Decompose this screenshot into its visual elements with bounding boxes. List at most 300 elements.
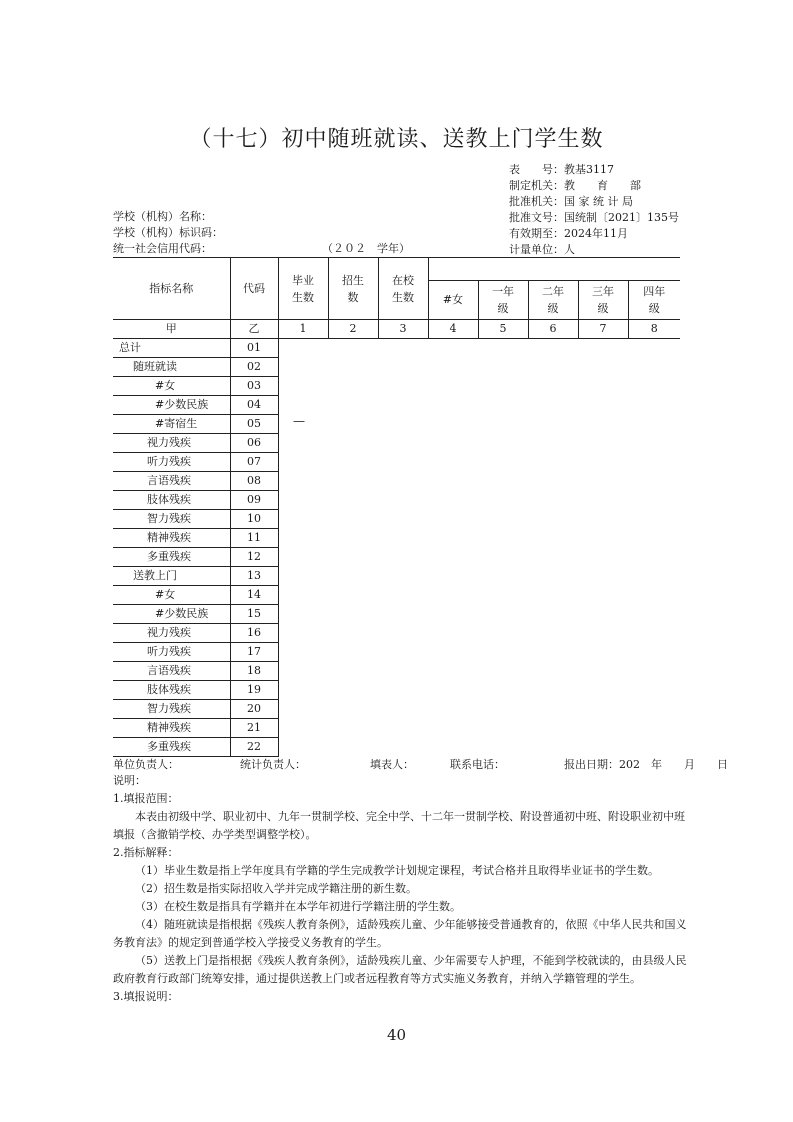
- data-cell[interactable]: [328, 738, 378, 757]
- data-cell[interactable]: [428, 339, 478, 358]
- meta-label: 计量单位：: [509, 243, 564, 256]
- data-cell[interactable]: [528, 605, 578, 624]
- data-cell[interactable]: [278, 434, 328, 453]
- data-cell[interactable]: [578, 358, 628, 377]
- row-code: 19: [230, 681, 278, 700]
- data-cell[interactable]: [578, 586, 628, 605]
- row-indicator-name: 总计: [113, 339, 230, 358]
- data-cell[interactable]: [278, 643, 328, 662]
- instruction-paragraph: （2）招生数是指实际招收入学并完成学籍注册的新生数。: [135, 882, 417, 895]
- row-indicator-name: #少数民族: [113, 605, 230, 624]
- school-year-label: （２０２ 学年）: [322, 242, 410, 255]
- row-indicator-name: #女: [113, 586, 230, 605]
- data-cell[interactable]: [478, 586, 528, 605]
- row-indicator-name: 智力残疾: [113, 510, 230, 529]
- data-cell[interactable]: [278, 681, 328, 700]
- data-cell[interactable]: [628, 719, 680, 738]
- data-cell[interactable]: [378, 377, 428, 396]
- data-cell[interactable]: [628, 377, 680, 396]
- data-cell[interactable]: [328, 719, 378, 738]
- data-cell[interactable]: [478, 719, 528, 738]
- data-cell[interactable]: [628, 738, 680, 757]
- data-cell[interactable]: [428, 605, 478, 624]
- data-cell[interactable]: [378, 719, 428, 738]
- data-cell[interactable]: [428, 396, 478, 415]
- meta-label: 批准机关：: [509, 195, 564, 208]
- data-cell[interactable]: [528, 548, 578, 567]
- student-count-table: [113, 258, 680, 757]
- index-cell: 8: [628, 320, 680, 339]
- data-cell[interactable]: [628, 643, 680, 662]
- data-cell[interactable]: [528, 681, 578, 700]
- row-code: 03: [230, 377, 278, 396]
- instruction-paragraph: （5）送教上门是指根据《残疾人教育条例》，适龄残疾儿童、少年需要专人护理，不能到学校就读的，由县级人民政府教育行政部门统筹安排，通过提供送教上门或者远程教育等方式实施义务教育，并纳入学籍管理的学生。: [113, 954, 687, 985]
- data-cell[interactable]: [478, 396, 528, 415]
- table-row: [113, 396, 680, 415]
- data-cell[interactable]: [278, 605, 328, 624]
- data-cell[interactable]: [478, 510, 528, 529]
- data-cell[interactable]: [428, 662, 478, 681]
- data-cell[interactable]: [478, 453, 528, 472]
- meta-label: 有效期至：: [509, 227, 564, 240]
- header-indicator-name: 指标名称: [113, 258, 230, 320]
- data-cell[interactable]: [578, 681, 628, 700]
- data-cell[interactable]: [328, 586, 378, 605]
- table-row: [113, 624, 680, 643]
- data-cell[interactable]: [578, 700, 628, 719]
- data-cell[interactable]: [428, 472, 478, 491]
- data-cell[interactable]: [628, 415, 680, 434]
- data-cell[interactable]: [278, 396, 328, 415]
- data-cell[interactable]: [628, 453, 680, 472]
- index-cell: 1: [278, 320, 328, 339]
- row-indicator-name: 肢体残疾: [113, 681, 230, 700]
- row-code: 04: [230, 396, 278, 415]
- data-cell[interactable]: [378, 453, 428, 472]
- row-indicator-name: 随班就读: [113, 358, 230, 377]
- footer-report-date: 报出日期：202 年 月 日: [564, 758, 728, 771]
- table-row: [113, 472, 680, 491]
- data-cell[interactable]: [428, 415, 478, 434]
- data-cell[interactable]: [628, 529, 680, 548]
- table-row: [113, 548, 680, 567]
- data-cell[interactable]: [278, 567, 328, 586]
- row-code: 21: [230, 719, 278, 738]
- page-number: 40: [386, 1026, 407, 1044]
- data-cell[interactable]: [378, 681, 428, 700]
- data-cell[interactable]: [578, 415, 628, 434]
- table-row: [113, 700, 680, 719]
- data-cell[interactable]: [378, 586, 428, 605]
- row-indicator-name: 多重残疾: [113, 548, 230, 567]
- row-indicator-name: 言语残疾: [113, 472, 230, 491]
- table-row: [113, 415, 680, 434]
- row-indicator-name: 视力残疾: [113, 434, 230, 453]
- instruction-paragraph: （1）毕业生数是指上学年度具有学籍的学生完成教学计划规定课程，考试合格并且取得毕业证书的学生数。: [135, 864, 659, 877]
- header-grade-3: 三年 级: [578, 281, 628, 320]
- data-cell[interactable]: [528, 662, 578, 681]
- row-code: 02: [230, 358, 278, 377]
- index-cell: 甲: [113, 320, 230, 339]
- data-cell[interactable]: [528, 719, 578, 738]
- table-row: [113, 643, 680, 662]
- data-cell[interactable]: [278, 491, 328, 510]
- data-cell[interactable]: [328, 624, 378, 643]
- meta-line: [509, 162, 614, 178]
- row-code: 07: [230, 453, 278, 472]
- header-grade-2: 二年 级: [528, 281, 578, 320]
- data-cell[interactable]: [578, 605, 628, 624]
- data-cell[interactable]: [428, 434, 478, 453]
- row-indicator-name: 肢体残疾: [113, 491, 230, 510]
- data-cell[interactable]: [328, 529, 378, 548]
- data-cell[interactable]: [478, 358, 528, 377]
- data-cell[interactable]: [628, 700, 680, 719]
- data-cell[interactable]: [328, 453, 378, 472]
- data-cell[interactable]: [528, 529, 578, 548]
- index-cell: 3: [378, 320, 428, 339]
- data-cell[interactable]: [628, 396, 680, 415]
- data-cell[interactable]: [428, 624, 478, 643]
- data-cell[interactable]: [328, 510, 378, 529]
- data-cell[interactable]: [578, 491, 628, 510]
- row-code: 13: [230, 567, 278, 586]
- instruction-paragraph: 本表由初级中学、职业初中、九年一贯制学校、完全中学、十二年一贯制学校、附设普通初中班、附设职业初中班填报（含撤销学校、办学类型调整学校）。: [113, 810, 685, 841]
- data-cell[interactable]: [428, 453, 478, 472]
- table-row: [113, 491, 680, 510]
- data-cell[interactable]: [528, 643, 578, 662]
- header-grade-1: 一年 级: [478, 281, 528, 320]
- data-cell[interactable]: [278, 529, 328, 548]
- row-indicator-name: 智力残疾: [113, 700, 230, 719]
- data-cell[interactable]: [378, 396, 428, 415]
- index-cell: 2: [328, 320, 378, 339]
- row-code: 20: [230, 700, 278, 719]
- row-indicator-name: 精神残疾: [113, 719, 230, 738]
- row-code: 01: [230, 339, 278, 358]
- footer-unit-head: 单位负责人：: [113, 758, 179, 771]
- data-cell[interactable]: [278, 453, 328, 472]
- row-code: 15: [230, 605, 278, 624]
- data-cell[interactable]: [278, 510, 328, 529]
- page-title: （十七）初中随班就读、送教上门学生数: [189, 127, 604, 152]
- table-row: [113, 339, 680, 358]
- data-cell[interactable]: [528, 434, 578, 453]
- data-cell[interactable]: [278, 662, 328, 681]
- data-cell[interactable]: [578, 548, 628, 567]
- school-id-label: 学校（机构）标识码：: [113, 226, 223, 239]
- meta-value: 教基3117: [564, 163, 614, 176]
- meta-label: 制定机关：: [509, 179, 564, 192]
- data-cell[interactable]: [528, 377, 578, 396]
- data-cell[interactable]: [328, 700, 378, 719]
- data-cell[interactable]: [628, 586, 680, 605]
- data-cell[interactable]: [278, 472, 328, 491]
- meta-label: 表 号：: [509, 163, 564, 176]
- instruction-paragraph: 说明：: [113, 774, 146, 787]
- data-cell[interactable]: [578, 567, 628, 586]
- data-cell[interactable]: [378, 491, 428, 510]
- row-code: 12: [230, 548, 278, 567]
- data-cell[interactable]: [378, 358, 428, 377]
- meta-line: [509, 226, 628, 242]
- index-cell: 5: [478, 320, 528, 339]
- data-cell[interactable]: [578, 434, 628, 453]
- meta-line: [509, 210, 679, 226]
- data-cell[interactable]: [378, 472, 428, 491]
- data-cell[interactable]: [628, 491, 680, 510]
- instruction-paragraph: （4）随班就读是指根据《残疾人教育条例》，适龄残疾儿童、少年能够接受普通教育的，依照《中华人民共和国义务教育法》的规定到普通学校入学接受义务教育的学生。: [113, 918, 687, 949]
- data-cell[interactable]: [428, 510, 478, 529]
- data-cell[interactable]: [628, 510, 680, 529]
- row-indicator-name: 精神残疾: [113, 529, 230, 548]
- index-cell: 7: [578, 320, 628, 339]
- data-cell[interactable]: [378, 643, 428, 662]
- instruction-paragraph: 3.填报说明：: [113, 990, 179, 1003]
- data-cell[interactable]: [628, 681, 680, 700]
- data-cell[interactable]: [578, 662, 628, 681]
- header-grade-4: 四年 级: [628, 281, 680, 320]
- school-name-label: 学校（机构）名称：: [113, 210, 212, 223]
- data-cell[interactable]: [478, 681, 528, 700]
- data-cell[interactable]: [428, 719, 478, 738]
- data-cell[interactable]: [528, 358, 578, 377]
- row-code: 06: [230, 434, 278, 453]
- table-row: [113, 738, 680, 757]
- data-cell[interactable]: [428, 377, 478, 396]
- data-cell[interactable]: [328, 643, 378, 662]
- table-row: [113, 434, 680, 453]
- row-indicator-name: 听力残疾: [113, 643, 230, 662]
- data-cell[interactable]: [628, 472, 680, 491]
- data-cell[interactable]: [378, 548, 428, 567]
- row-indicator-name: 视力残疾: [113, 624, 230, 643]
- row-code: 18: [230, 662, 278, 681]
- data-cell[interactable]: [278, 700, 328, 719]
- table-row: [113, 377, 680, 396]
- data-cell[interactable]: [578, 377, 628, 396]
- index-cell: 6: [528, 320, 578, 339]
- data-cell[interactable]: [428, 586, 478, 605]
- table-row: [113, 662, 680, 681]
- data-cell[interactable]: [528, 586, 578, 605]
- data-cell[interactable]: [478, 415, 528, 434]
- row-indicator-name: #女: [113, 377, 230, 396]
- data-cell[interactable]: [578, 510, 628, 529]
- data-cell[interactable]: [478, 738, 528, 757]
- data-cell[interactable]: [628, 605, 680, 624]
- data-cell[interactable]: [528, 453, 578, 472]
- meta-label: 批准文号：: [509, 211, 564, 224]
- table-row: [113, 358, 680, 377]
- data-cell[interactable]: [528, 491, 578, 510]
- data-cell[interactable]: [478, 624, 528, 643]
- data-cell[interactable]: [378, 662, 428, 681]
- meta-value: 2024年11月: [564, 227, 628, 240]
- data-cell[interactable]: [428, 681, 478, 700]
- data-cell[interactable]: [378, 339, 428, 358]
- data-cell[interactable]: [428, 548, 478, 567]
- data-cell[interactable]: [278, 377, 328, 396]
- data-cell[interactable]: [428, 643, 478, 662]
- row-code: 14: [230, 586, 278, 605]
- data-cell[interactable]: [428, 567, 478, 586]
- data-cell[interactable]: [328, 396, 378, 415]
- data-cell[interactable]: [628, 339, 680, 358]
- data-cell[interactable]: [628, 358, 680, 377]
- row-indicator-name: 言语残疾: [113, 662, 230, 681]
- row-code: 11: [230, 529, 278, 548]
- row-indicator-name: 多重残疾: [113, 738, 230, 757]
- data-cell[interactable]: [378, 700, 428, 719]
- data-cell[interactable]: [428, 358, 478, 377]
- table-row: [113, 510, 680, 529]
- table-row: [113, 529, 680, 548]
- data-cell[interactable]: [578, 396, 628, 415]
- data-cell[interactable]: [528, 396, 578, 415]
- data-cell[interactable]: [478, 567, 528, 586]
- data-cell[interactable]: [328, 472, 378, 491]
- data-cell[interactable]: [478, 662, 528, 681]
- footer-filler: 填表人：: [370, 758, 414, 771]
- meta-value: 教 育 部: [564, 179, 641, 192]
- data-cell[interactable]: [478, 529, 528, 548]
- data-cell[interactable]: [378, 738, 428, 757]
- data-cell[interactable]: [328, 377, 378, 396]
- data-cell[interactable]: [278, 339, 328, 358]
- data-cell[interactable]: [628, 434, 680, 453]
- data-cell[interactable]: [328, 358, 378, 377]
- footer-phone: 联系电话：: [450, 758, 505, 771]
- row-code: 17: [230, 643, 278, 662]
- data-cell[interactable]: [428, 491, 478, 510]
- header-in-school: 在校 生数: [378, 258, 428, 320]
- data-cell[interactable]: [578, 624, 628, 643]
- data-cell[interactable]: [478, 434, 528, 453]
- row-code: 05: [230, 415, 278, 434]
- data-cell[interactable]: [328, 548, 378, 567]
- data-cell[interactable]: [278, 738, 328, 757]
- instruction-paragraph: （3）在校生数是指具有学籍并在本学年初进行学籍注册的学生数。: [135, 900, 461, 913]
- data-cell[interactable]: [278, 586, 328, 605]
- graduates-not-applicable-dash: —: [293, 414, 305, 428]
- index-cell: 乙: [230, 320, 278, 339]
- data-cell[interactable]: [578, 472, 628, 491]
- data-cell[interactable]: [578, 529, 628, 548]
- instruction-paragraph: 2.指标解释：: [113, 846, 179, 859]
- data-cell[interactable]: [578, 643, 628, 662]
- data-cell[interactable]: [278, 548, 328, 567]
- data-cell[interactable]: [478, 491, 528, 510]
- data-cell[interactable]: [478, 548, 528, 567]
- data-cell[interactable]: [328, 567, 378, 586]
- credit-code-label: 统一社会信用代码：: [113, 242, 212, 255]
- data-cell[interactable]: [278, 358, 328, 377]
- row-indicator-name: 送教上门: [113, 567, 230, 586]
- row-indicator-name: 听力残疾: [113, 453, 230, 472]
- data-cell[interactable]: [578, 339, 628, 358]
- row-indicator-name: #少数民族: [113, 396, 230, 415]
- data-cell[interactable]: [328, 434, 378, 453]
- data-cell[interactable]: [528, 567, 578, 586]
- data-cell[interactable]: [328, 605, 378, 624]
- data-cell[interactable]: [528, 472, 578, 491]
- data-cell[interactable]: [378, 605, 428, 624]
- row-code: 22: [230, 738, 278, 757]
- table-row: [113, 453, 680, 472]
- meta-value: 国 家 统 计 局: [564, 195, 633, 208]
- data-cell[interactable]: [428, 700, 478, 719]
- data-cell[interactable]: [378, 567, 428, 586]
- data-cell[interactable]: [478, 700, 528, 719]
- data-cell[interactable]: [578, 738, 628, 757]
- data-cell[interactable]: [478, 472, 528, 491]
- row-code: 16: [230, 624, 278, 643]
- row-code: 08: [230, 472, 278, 491]
- data-cell[interactable]: [328, 491, 378, 510]
- footer-stat-head: 统计负责人：: [240, 758, 306, 771]
- row-code: 09: [230, 491, 278, 510]
- meta-line: [509, 194, 633, 210]
- meta-line: [509, 178, 641, 194]
- data-cell[interactable]: [528, 510, 578, 529]
- data-cell[interactable]: [528, 415, 578, 434]
- data-cell[interactable]: [478, 605, 528, 624]
- row-code: 10: [230, 510, 278, 529]
- data-cell[interactable]: [628, 624, 680, 643]
- row-indicator-name: #寄宿生: [113, 415, 230, 434]
- instruction-paragraph: 1.填报范围：: [113, 792, 179, 805]
- data-cell[interactable]: [478, 339, 528, 358]
- data-cell[interactable]: [378, 624, 428, 643]
- meta-value: 人: [564, 243, 575, 256]
- header-enrolled: 招生 数: [328, 258, 378, 320]
- data-cell[interactable]: [378, 510, 428, 529]
- data-cell[interactable]: [428, 738, 478, 757]
- data-cell[interactable]: [628, 662, 680, 681]
- header-female: #女: [428, 281, 478, 320]
- data-cell[interactable]: [528, 339, 578, 358]
- data-cell[interactable]: [578, 453, 628, 472]
- data-cell[interactable]: [378, 415, 428, 434]
- data-cell[interactable]: [528, 738, 578, 757]
- data-cell[interactable]: [478, 377, 528, 396]
- data-cell[interactable]: [378, 434, 428, 453]
- data-cell[interactable]: [628, 567, 680, 586]
- table-row: [113, 681, 680, 700]
- meta-value: 国统制〔2021〕135号: [564, 211, 679, 224]
- data-cell[interactable]: [328, 662, 378, 681]
- header-graduates: 毕业 生数: [278, 258, 328, 320]
- header-code: 代码: [230, 258, 278, 320]
- data-cell[interactable]: [378, 529, 428, 548]
- data-cell[interactable]: [528, 700, 578, 719]
- table-row: [113, 605, 680, 624]
- data-cell[interactable]: [478, 643, 528, 662]
- data-cell[interactable]: [528, 624, 578, 643]
- data-cell[interactable]: [428, 529, 478, 548]
- instructions: [113, 772, 688, 1006]
- data-cell[interactable]: [278, 719, 328, 738]
- table-row: [113, 719, 680, 738]
- table-row: [113, 567, 680, 586]
- data-cell[interactable]: [328, 681, 378, 700]
- data-cell[interactable]: [578, 719, 628, 738]
- data-cell[interactable]: [328, 415, 378, 434]
- data-cell[interactable]: [278, 624, 328, 643]
- data-cell[interactable]: [628, 548, 680, 567]
- data-cell[interactable]: [328, 339, 378, 358]
